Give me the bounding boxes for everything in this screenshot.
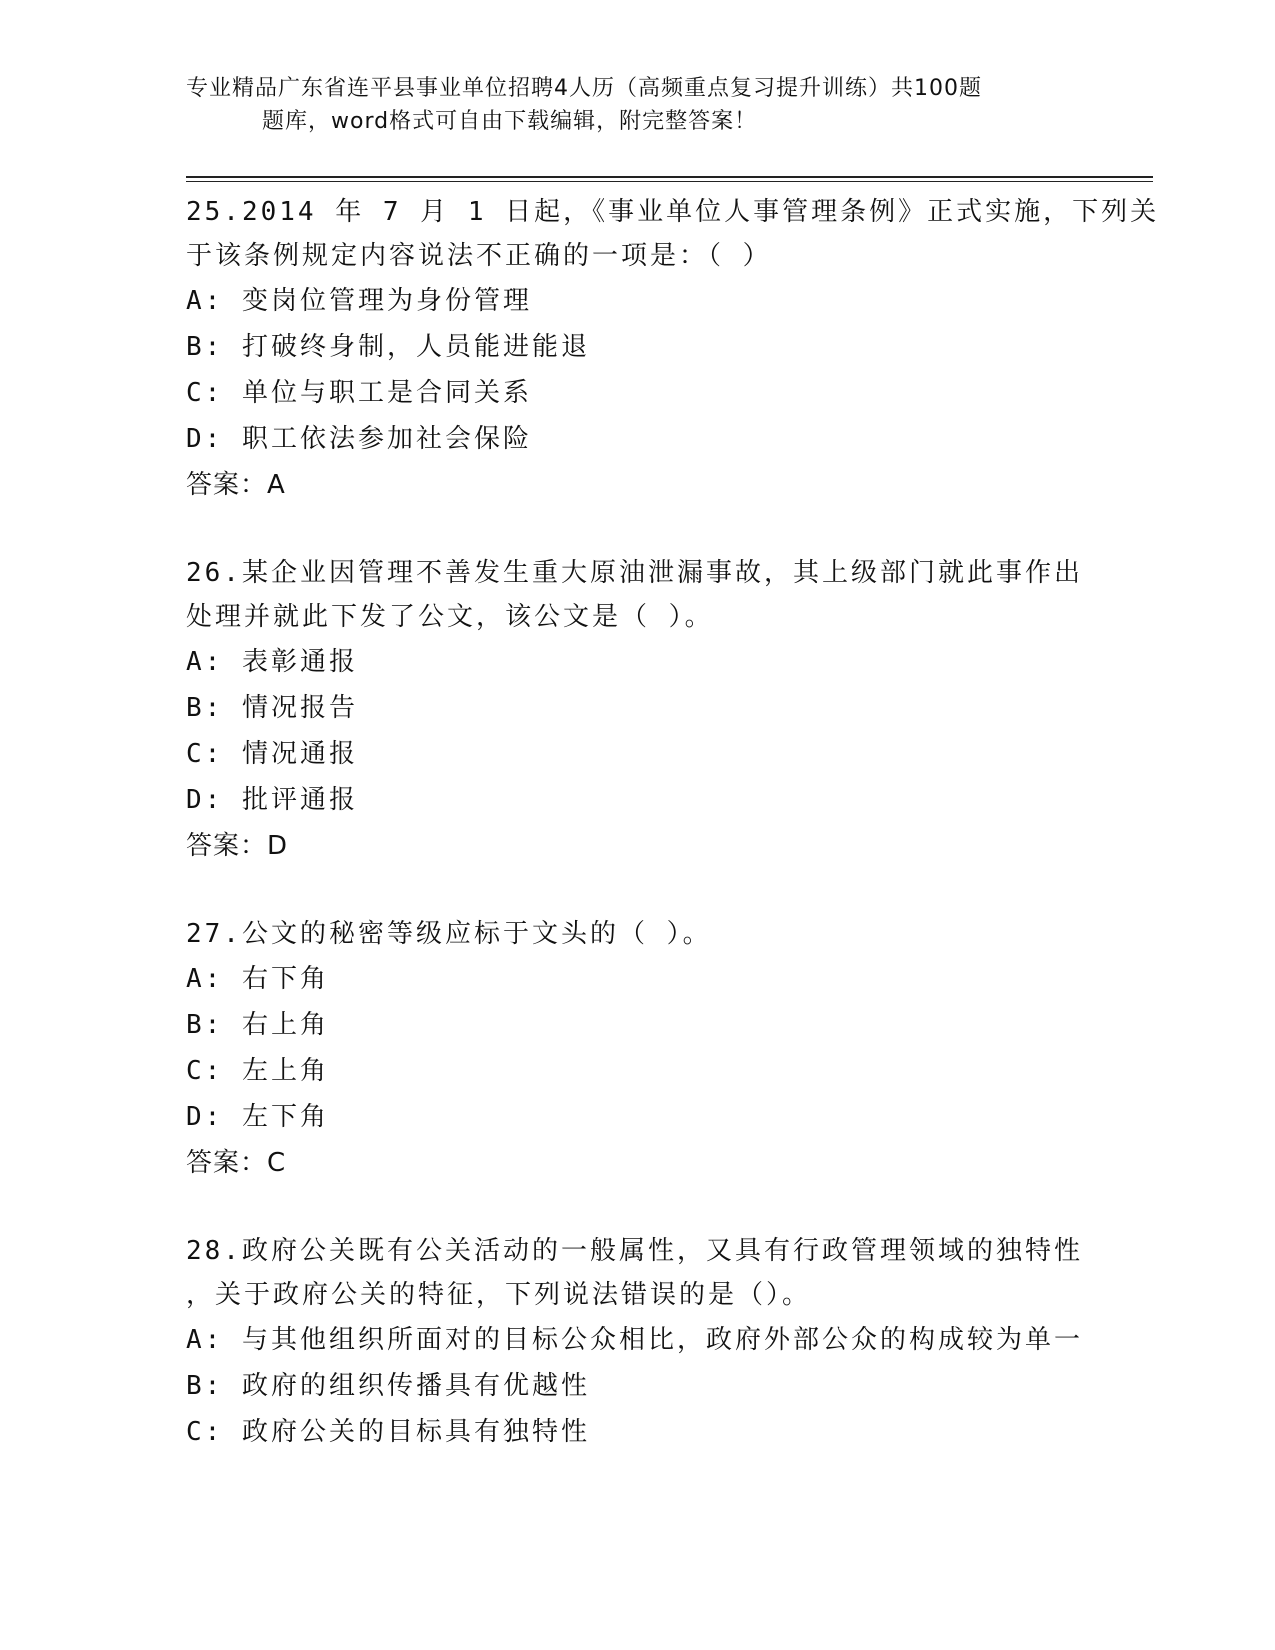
question-stem-line: ，关于政府公关的特征，下列说法错误的是（）。 — [186, 1280, 812, 1310]
question-26 — [186, 551, 1086, 869]
option-a: A: 与其他组织所面对的目标公众相比，政府外部公众的构成较为单一 — [186, 1325, 1083, 1355]
option-a: A: 表彰通报 — [186, 647, 358, 677]
answer-line: 答案：D — [186, 831, 289, 861]
option-a: A: 变岗位管理为身份管理 — [186, 286, 532, 316]
question-list — [186, 190, 1160, 1498]
question-stem-line: 处理并就此下发了公文，该公文是（ ）。 — [186, 602, 714, 632]
option-d: D: 职工依法参加社会保险 — [186, 424, 532, 454]
option-b: B: 打破终身制，人员能进能退 — [186, 332, 590, 362]
option-c: C: 政府公关的目标具有独特性 — [186, 1417, 590, 1447]
question-stem-line: 26.某企业因管理不善发生重大原油泄漏事故，其上级部门就此事作出 — [186, 558, 1083, 588]
answer-line: 答案：C — [186, 1148, 287, 1178]
option-d: D: 左下角 — [186, 1102, 329, 1132]
option-b: B: 右上角 — [186, 1010, 329, 1040]
header-title-line-1: 专业精品广东省连平县事业单位招聘4人历（高频重点复习提升训练）共100题 — [186, 76, 982, 101]
option-c: C: 左上角 — [186, 1056, 329, 1086]
question-27 — [186, 912, 1086, 1186]
option-a: A: 右下角 — [186, 964, 329, 994]
question-stem-line: 于该条例规定内容说法不正确的一项是：（ ） — [186, 241, 772, 271]
option-b: B: 政府的组织传播具有优越性 — [186, 1371, 590, 1401]
document-header — [186, 72, 1086, 138]
question-28 — [186, 1229, 1086, 1455]
question-stem-line: 25.2014 年 7 月 1 日起，《事业单位人事管理条例》正式实施，下列关 — [186, 197, 1160, 227]
header-title-line-2: 题库，word格式可自由下载编辑，附完整答案！ — [262, 109, 758, 134]
option-c: C: 单位与职工是合同关系 — [186, 378, 532, 408]
question-stem-line: 27.公文的秘密等级应标于文头的（ ）。 — [186, 919, 712, 949]
header-divider-thick — [186, 176, 1153, 178]
option-d: D: 批评通报 — [186, 785, 358, 815]
answer-line: 答案：A — [186, 470, 286, 500]
option-c: C: 情况通报 — [186, 739, 358, 769]
header-divider-thin — [186, 181, 1153, 182]
question-stem-line: 28.政府公关既有公关活动的一般属性，又具有行政管理领域的独特性 — [186, 1236, 1083, 1266]
option-b: B: 情况报告 — [186, 693, 358, 723]
question-25 — [186, 190, 1160, 508]
